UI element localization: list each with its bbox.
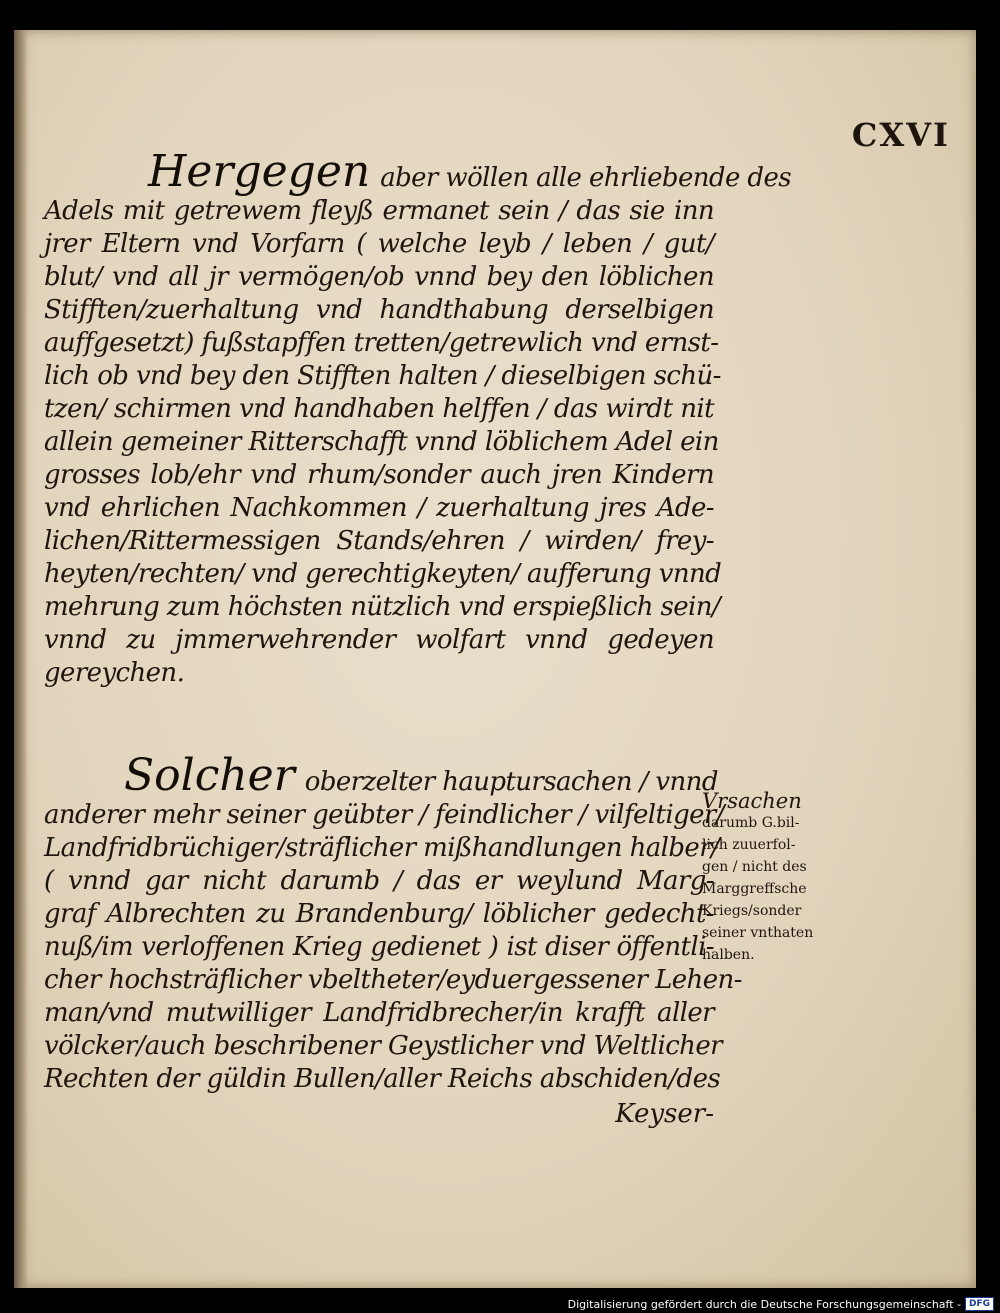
paragraph-1-first-line [44, 146, 791, 197]
marginal-note-line: gen / nicht des [702, 859, 807, 875]
paragraph-1-line: jrer Eltern vnd Vorfarn ( welche leyb / leben / gut/ [44, 229, 714, 259]
paragraph-1-line: heyten/rechten/ vnd gerechtigkeyten/ aufferung vnnd [44, 559, 722, 589]
page-gutter-shadow [14, 30, 28, 1288]
paragraph-1-line: Adels mit getrewem fleyß ermanet sein / das sie inn [44, 196, 714, 226]
paragraph-2-first-line [44, 750, 718, 801]
paragraph-1-line: Stifften/zuerhaltung vnd handthabung derselbigen [44, 295, 714, 325]
paragraph-2-line: man/vnd mutwilliger Landfridbrecher/in krafft aller [44, 998, 714, 1028]
paragraph-2-first-line-text: oberzelter hauptursachen / vnnd [304, 767, 718, 797]
paragraph-1-line: auffgesetzt) fußstapffen tretten/getrewlich vnd ernst- [44, 328, 719, 358]
paragraph-2-line: Rechten der güldin Bullen/aller Reichs abschiden/des [44, 1064, 721, 1094]
paragraph-1-first-line-text: aber wöllen alle ehrliebende des [380, 163, 791, 193]
paragraph-1-initial-word: Hergegen [148, 146, 371, 197]
paragraph-1-line: vnd ehrlichen Nachkommen / zuerhaltung jres Ade- [44, 493, 714, 523]
paragraph-1-lines [44, 195, 722, 690]
paragraph-2-line: nuß/im verloffenen Krieg gedienet ) ist diser öffentli- [44, 932, 714, 962]
marginal-note-line: Kriegs/sonder [702, 903, 802, 919]
marginal-note-line: Marggreffsche [702, 881, 807, 897]
marginal-note-line: lich zuuerfol- [702, 837, 796, 853]
paragraph-1-line: lichen/Rittermessigen Stands/ehren / wirden/ frey- [44, 526, 714, 556]
paragraph-2-line: anderer mehr seiner geübter / feindlicher / vilfeltiger/ [44, 800, 724, 830]
paragraph-2-line: ( vnnd gar nicht darumb / das er weylund Marg- [44, 866, 714, 896]
digitization-footer [568, 1297, 994, 1311]
paragraph-2-line: Landfridbrüchiger/sträflicher mißhandlungen halber/ [44, 833, 720, 863]
paragraph-1-line: blut/ vnd all jr vermögen/ob vnnd bey den löblichen [44, 262, 714, 292]
dfg-logo: DFG [965, 1297, 994, 1311]
paragraph-1-line: grosses lob/ehr vnd rhum/sonder auch jren Kindern [44, 460, 714, 490]
marginal-note [702, 790, 852, 966]
paragraph-1-line: vnnd zu jmmerwehrender wolfart vnnd gedeyen [44, 625, 714, 655]
paragraph-1 [44, 146, 791, 690]
paragraph-1-line: allein gemeiner Ritterschafft vnnd löblichem Adel ein [44, 427, 719, 457]
funding-credit: Digitalisierung gefördert durch die Deutsche Forschungsgemeinschaft - [567, 1297, 961, 1311]
book-page [14, 30, 976, 1288]
folio-number: CXVI [851, 116, 950, 154]
paragraph-1-line: mehrung zum höchsten nützlich vnd erspießlich sein/ [44, 592, 721, 622]
paragraph-2-line: cher hochsträflicher vbelthеter/eyduergessener Lehen- [44, 965, 742, 995]
catchword: Keyser- [615, 1099, 714, 1129]
paragraph-2-line: graf Albrechten zu Brandenburg/ löblicher gedecht- [44, 899, 714, 929]
marginal-note-line: seiner vnthaten [702, 925, 814, 941]
paragraph-1-line: lich ob vnd bey den Stifften halten / dieselbigen schü- [44, 361, 721, 391]
paragraph-1-line: gereychen. [44, 658, 185, 688]
marginal-note-line: Vrsachen [702, 789, 802, 813]
marginal-note-line: darumb G.bil- [702, 815, 800, 831]
marginal-note-line: halben. [702, 947, 755, 963]
paragraph-1-line: tzen/ schirmen vnd handhaben helffen / das wirdt nit [44, 394, 714, 424]
paragraph-2-line: völcker/auch beschribener Geystlicher vnd Weltlicher [44, 1031, 722, 1061]
paragraph-2-initial-word: Solcher [124, 750, 295, 801]
